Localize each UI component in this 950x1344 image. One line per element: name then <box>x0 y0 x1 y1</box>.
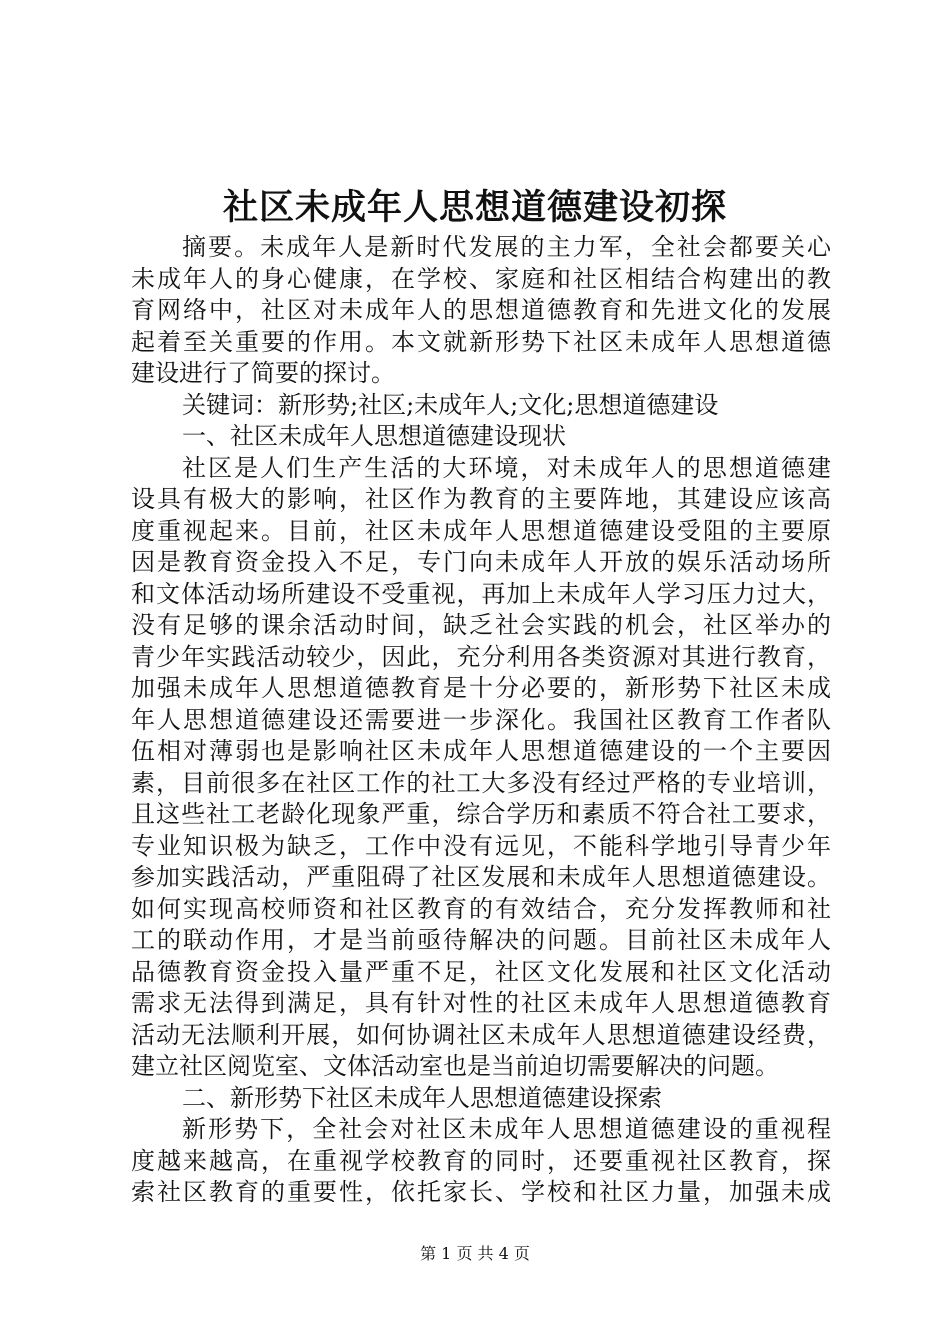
paragraph-line: 和文体活动场所建设不受重视，再加上未成年人学习压力过大， <box>131 579 831 608</box>
abstract-line: 育网络中，社区对未成年人的思想道德教育和先进文化的发展 <box>131 296 831 324</box>
paragraph-line: 如何实现高校师资和社区教育的有效结合，充分发挥教师和社 <box>131 894 831 923</box>
keywords-line: 关键词：新形势;社区;未成年人;文化;思想道德建设 <box>182 390 719 419</box>
paragraph-line: 因是教育资金投入不足，专门向未成年人开放的娱乐活动场所 <box>131 548 831 576</box>
abstract-line: 建设进行了简要的探讨。 <box>131 359 395 387</box>
page-footer: 第 1 页 共 4 页 <box>420 1244 530 1263</box>
paragraph-line: 活动无法顺利开展，如何协调社区未成年人思想道德建设经费， <box>131 1020 831 1049</box>
section-heading-2: 二、新形势下社区未成年人思想道德建设探索 <box>182 1083 662 1112</box>
paragraph-line: 青少年实践活动较少，因此，充分利用各类资源对其进行教育， <box>131 642 831 671</box>
paragraph-line: 加强未成年人思想道德教育是十分必要的，新形势下社区未成 <box>131 674 831 702</box>
paragraph-line: 建立社区阅览室、文体活动室也是当前迫切需要解决的问题。 <box>131 1052 779 1080</box>
paragraph-line: 专业知识极为缺乏，工作中没有远见，不能科学地引导青少年 <box>131 831 831 860</box>
abstract-line: 未成年人的身心健康，在学校、家庭和社区相结合构建出的教 <box>131 264 831 293</box>
abstract-line: 摘要。未成年人是新时代发展的主力军，全社会都要关心 <box>182 233 831 261</box>
paragraph-line: 设具有极大的影响，社区作为教育的主要阵地，其建设应该高 <box>131 485 831 513</box>
paragraph-line: 需求无法得到满足，具有针对性的社区未成年人思想道德教育 <box>131 989 831 1017</box>
paragraph-line: 且这些社工老龄化现象严重，综合学历和素质不符合社工要求， <box>131 800 831 828</box>
document-title: 社区未成年人思想道德建设初探 <box>222 187 727 228</box>
paragraph-line: 新形势下，全社会对社区未成年人思想道德建设的重视程 <box>182 1115 831 1143</box>
paragraph-line: 素，目前很多在社区工作的社工大多没有经过严格的专业培训， <box>131 768 831 797</box>
paragraph-line: 社区是人们生产生活的大环境，对未成年人的思想道德建 <box>182 453 831 482</box>
abstract-line: 起着至关重要的作用。本文就新形势下社区未成年人思想道德 <box>131 327 831 356</box>
paragraph-line: 工的联动作用，才是当前亟待解决的问题。目前社区未成年人 <box>131 926 831 954</box>
document-body <box>131 232 831 1209</box>
paragraph-line: 度越来越高，在重视学校教育的同时，还要重视社区教育，探 <box>131 1146 831 1175</box>
section-heading-1: 一、社区未成年人思想道德建设现状 <box>182 422 566 450</box>
paragraph-line: 品德教育资金投入量严重不足，社区文化发展和社区文化活动 <box>131 957 831 986</box>
paragraph-line: 索社区教育的重要性，依托家长、学校和社区力量，加强未成 <box>131 1178 831 1206</box>
paragraph-line: 参加实践活动，严重阻碍了社区发展和未成年人思想道德建设。 <box>131 863 831 891</box>
paragraph-line: 度重视起来。目前，社区未成年人思想道德建设受阻的主要原 <box>131 516 831 545</box>
paragraph-line: 伍相对薄弱也是影响社区未成年人思想道德建设的一个主要因 <box>131 737 831 765</box>
paragraph-line: 年人思想道德建设还需要进一步深化。我国社区教育工作者队 <box>131 705 831 734</box>
paragraph-line: 没有足够的课余活动时间，缺乏社会实践的机会，社区举办的 <box>131 611 831 639</box>
